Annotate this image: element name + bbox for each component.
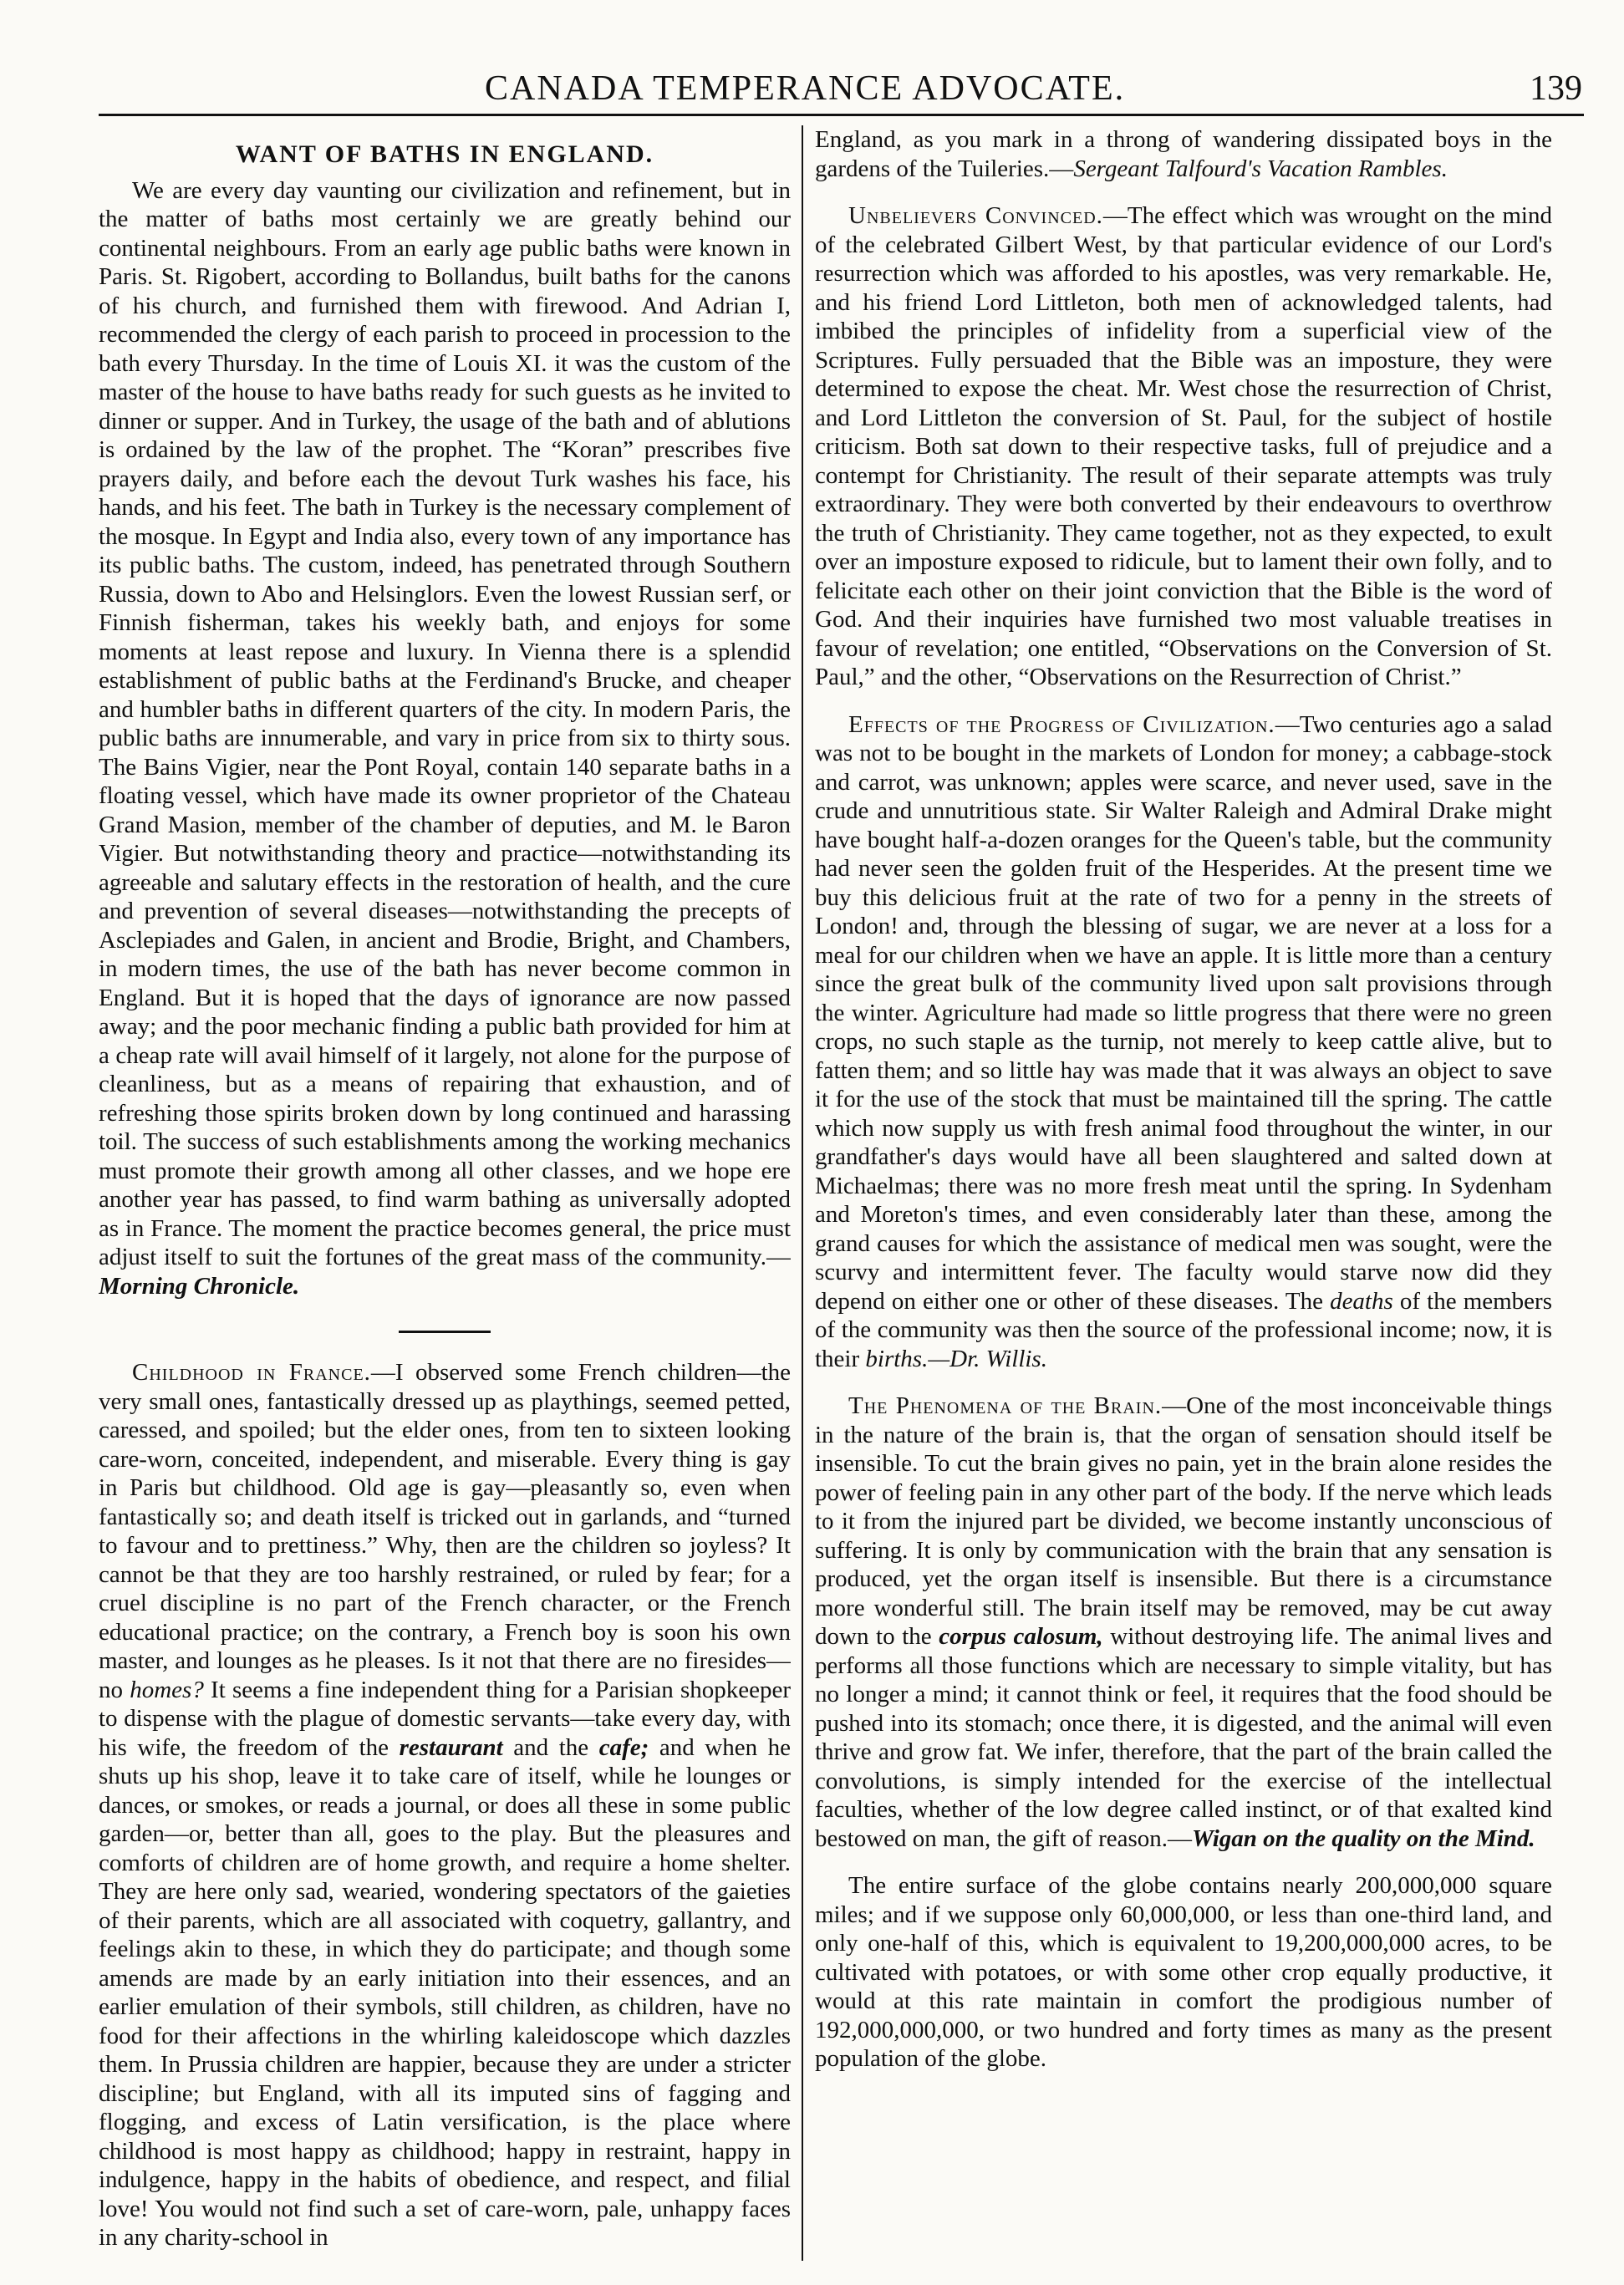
article-body [815, 201, 1552, 692]
article-civilization [815, 710, 1552, 1374]
article-brain [815, 1392, 1552, 1853]
article-heading: Unbelievers Convinced. [848, 202, 1103, 229]
emphasis-text: deaths [1330, 1287, 1393, 1315]
article-title: WANT OF BATHS IN ENGLAND. [235, 140, 654, 168]
article-source: Sergeant Talfourd's Vacation Rambles. [1073, 155, 1448, 182]
emphasis-text: cafe; [598, 1733, 649, 1761]
journal-title: CANADA TEMPERANCE ADVOCATE. [485, 69, 1126, 108]
right-column [815, 125, 1552, 2265]
article-body [815, 710, 1552, 1374]
article-text: —Two centuries ago a salad was not to be bought in the markets of London for money; a cabbage-stock and carrot, was unknown; apples were scarce, and never used, save in the crude and unnutritious state. Sir Walter Raleigh and Admiral Drake might have bought half-a-dozen oranges for the Queen's table, but the community had never seen the golden fruit of the Hesperides. At the present time we buy this delicious fruit at the rate of two for a penny in the streets of London! and, through the blessing of sugar, we are never at a loss for a meal for our children when we have an apple. It is little more than a century since the great bulk of the community lived upon salt provisions through the winter. Agriculture had made so little progress that there were no green crops, no such staple as the turnip, not merely to keep cattle alive, but to fatten them; and so little hay was made that it was always an object to save it for the use of the stock that must be maintained till the spring. The cattle which now supply us with fresh animal food throughout the winter, in our grandfather's days would have all been slaughtered and salted down at Michaelmas; there was no more fresh meat until the spring. In Sydenham and Moreton's times, and even considerably later than these, among the grand causes for which the assistance of medical men was sought, were the scurvy and intermittent fever. The faculty would starve now did they depend on either one or other of these diseases. The [815, 710, 1552, 1315]
page-header [0, 0, 1624, 125]
emphasis-text: corpus calosum, [939, 1623, 1103, 1650]
article-body [99, 1358, 791, 2252]
article-heading: The Phenomena of the Brain. [848, 1392, 1163, 1419]
article-text: —I observed some French children—the very small ones, fantastically dressed up as playthings, seemed petted, caressed, and spoiled; but the elder ones, from ten to sixteen looking care-worn, conceited, independent, and miserable. Every thing is gay in Paris but childhood. Old age is gay—pleasantly so, even when fantastically so; and death itself is tricked out in garlands, and “turned to favour and to prettiness.” Why, then are the children so joyless? It cannot be that they are too harshly restrained, or ruled by fear; for a cruel discipline is no part of the French character, or the French educational practice; on the contrary, a French boy is soon his own master, and lounges as he pleases. Is it not that there are no firesides—no [99, 1359, 791, 1703]
article-text: The entire surface of the globe contains nearly 200,000,000 square miles; and if we suppose only 60,000,000, or less than one-third land, and only one-half of this, which is equivalent to 19,200,000,000 acres, to be cultivated with potatoes, or with some other crop equally productive, it would at this rate maintain in comfort the prodigious number of 192,000,000,000, or two hundred and forty times as many as the present population of the globe. [815, 1872, 1552, 2072]
article-text: It seems a fine independent thing for a Parisian shopkeeper to dispense with the plague of domestic servants—take every day, with his wife, the freedom of the [99, 1676, 791, 1761]
article-heading: Childhood in France. [132, 1359, 371, 1386]
separator-rule [399, 1331, 491, 1333]
article-source: —Dr. Willis. [928, 1345, 1047, 1372]
article-text: We are every day vaunting our civilization and refinement, but in the matter of baths most certainly we are greatly behind our continental neighbours. From an early age public baths were known in Paris. St. Rigobert, according to Bollandus, built baths for the canons of his church, and furnished them with firewood. And Adrian I, recommended the clergy of each parish to proceed in procession to the bath every Thursday. In the time of Louis XI. it was the custom of the master of the house to have baths ready for such guests as he invited to dinner or supper. And in Turkey, the usage of the bath and of ablutions is ordained by the law of the prophet. The “Koran” prescribes five prayers daily, and before each the devout Turk washes his face, his hands, and his feet. The bath in Turkey is the necessary complement of the mosque. In Egypt and India also, every town of any importance has its public baths. The custom, indeed, has penetrated through Southern Russia, down to Abo and Helsinglors. Even the lowest Russian serf, or Finnish fisherman, takes his weekly bath, and enjoys for some moments at least repose and luxury. In Vienna there is a splendid establishment of public baths at the Ferdinand's Brucke, and cheaper and humbler baths in different quarters of the city. In modern Paris, the public baths are innumerable, and vary in price from six to thirty sous. The Bains Vigier, near the Pont Royal, contain 140 separate baths in a floating vessel, which have made its owner proprietor of the Chateau Grand Masion, member of the chamber of deputies, and M. le Baron Vigier. But notwithstanding theory and practice—notwithstanding its agreeable and salutary effects in the restoration of health, and the cure and prevention of several diseases—notwithstanding the precepts of Asclepiades and Galen, in ancient and Brodie, Bright, and Chambers, in modern times, the use of the bath has never become common in England. But it is hoped that the days of ignorance are now passed away; and the poor mechanic finding a public bath provided for him at a cheap rate will avail himself of it largely, not alone for the purpose of cleanliness, but as a means of repairing that exhaustion, and of refreshing those spirits broken down by long continued and harassing toil. The success of such establishments among the working mechanics must promote their growth among all other classes, and we hope ere another year has passed, to find warm bathing as universally adopted as in France. The moment the practice becomes general, the price must adjust itself to suit the fortunes of the great mass of the community.— [99, 176, 791, 1270]
column-divider [802, 125, 803, 2261]
article-childhood [99, 1358, 791, 2252]
article-source: Wigan on the quality on the Mind. [1192, 1824, 1535, 1852]
article-text: without destroying life. The animal lives and performs all those functions which are necessary to simple vitality, but has no longer a mind; it cannot think or feel, it requires that the food should be pushed into its stomach; once there, it is digested, and the animal will even thrive and grow fat. We infer, therefore, that the part of the brain called the convolutions, is simply intended for the exercise of the intellectual faculties, whether of the low degree called instinct, or of that exalted kind bestowed on man, the gift of reason.— [815, 1623, 1552, 1852]
page-number: 139 [1530, 69, 1582, 108]
article-heading: Effects of the Progress of Civilization. [848, 710, 1275, 738]
article-text: England, as you mark in a throng of wandering dissipated boys in the gardens of the Tuileries.— [815, 126, 1552, 182]
article-body [815, 1392, 1552, 1853]
emphasis-text: births. [865, 1345, 929, 1372]
article-baths [99, 140, 791, 1300]
article-body [815, 125, 1552, 183]
article-unbelievers [815, 201, 1552, 692]
emphasis-text: restaurant [399, 1733, 503, 1761]
article-text: —One of the most inconceivable things in the nature of the brain is, that the organ of sensation should itself be insensible. To cut the brain gives no pain, yet in the brain alone resides the power of feeling pain in any other part of the body. If the nerve which leads to it from the injured part be divided, we become instantly unconscious of suffering. It is only by communication with the brain that any sensation is produced, yet the organ itself is insensible. But there is a circumstance more wonderful still. The brain itself may be removed, may be cut away down to the [815, 1392, 1552, 1650]
article-text: —The effect which was wrought on the mind of the celebrated Gilbert West, by that particular evidence of our Lord's resurrection which was afforded to his apostles, was very remarkable. He, and his friend Lord Littleton, both men of acknowledged talents, had imbibed the principles of infidelity from a superficial view of the Scriptures. Fully persuaded that the Bible was an imposture, they were determined to expose the cheat. Mr. West chose the resurrection of Christ, and Lord Littleton the conversion of St. Paul, for the subject of hostile criticism. Both sat down to their respective tasks, full of prejudice and a contempt for Christianity. The result of their separate attempts was truly extraordinary. They were both converted by their endeavours to overthrow the truth of Christianity. They came together, not as they expected, to exult over an imposture exposed to ridicule, but to lament their own folly, and to felicitate each other on their joint conviction that the Bible is the word of God. And their inquiries have furnished two most valuable treatises in favour of revelation; one entitled, “Observations on the Conversion of St. Paul,” and the other, “Observations on the Resurrection of Christ.” [815, 202, 1552, 690]
emphasis-text: homes? [130, 1676, 204, 1703]
article-text: of the members of the community was then the source of the professional income; now, it is their [815, 1287, 1552, 1372]
article-globe [815, 1871, 1552, 2074]
article-text: and when he shuts up his shop, leave it to take care of itself, while he lounges or dances, or smokes, or reads a journal, or does all these in some public garden—or, better than all, goes to the play. But the pleasures and comforts of children are of home growth, and require a home shelter. They are here only sad, wearied, wondering spectators of the gaieties of their parents, which are all associated with coquetry, gallantry, and feelings akin to these, in which they do participate; and though some amends are made by an early initiation into their essences, and an earlier emulation of their symbols, still children, as children, have no food for their affections in the whirling kaleidoscope which dazzles them. In Prussia children are happier, because they are under a stricter discipline; but England, with all its imputed sins of fagging and flogging, and excess of Latin versification, is the place where childhood is most happy as childhood; happy in restraint, happy in indulgence, happy in the habits of obedience, and respect, and filial love! You would not find such a set of care-worn, pale, unhappy faces in any charity-school in [99, 1733, 791, 2251]
article-text: and the [502, 1733, 589, 1761]
article-childhood-continued [815, 125, 1552, 183]
left-column [99, 125, 791, 2265]
article-body [99, 176, 791, 1301]
header-rule [99, 114, 1584, 116]
article-source: Morning Chronicle. [99, 1272, 300, 1300]
article-body [815, 1871, 1552, 2074]
